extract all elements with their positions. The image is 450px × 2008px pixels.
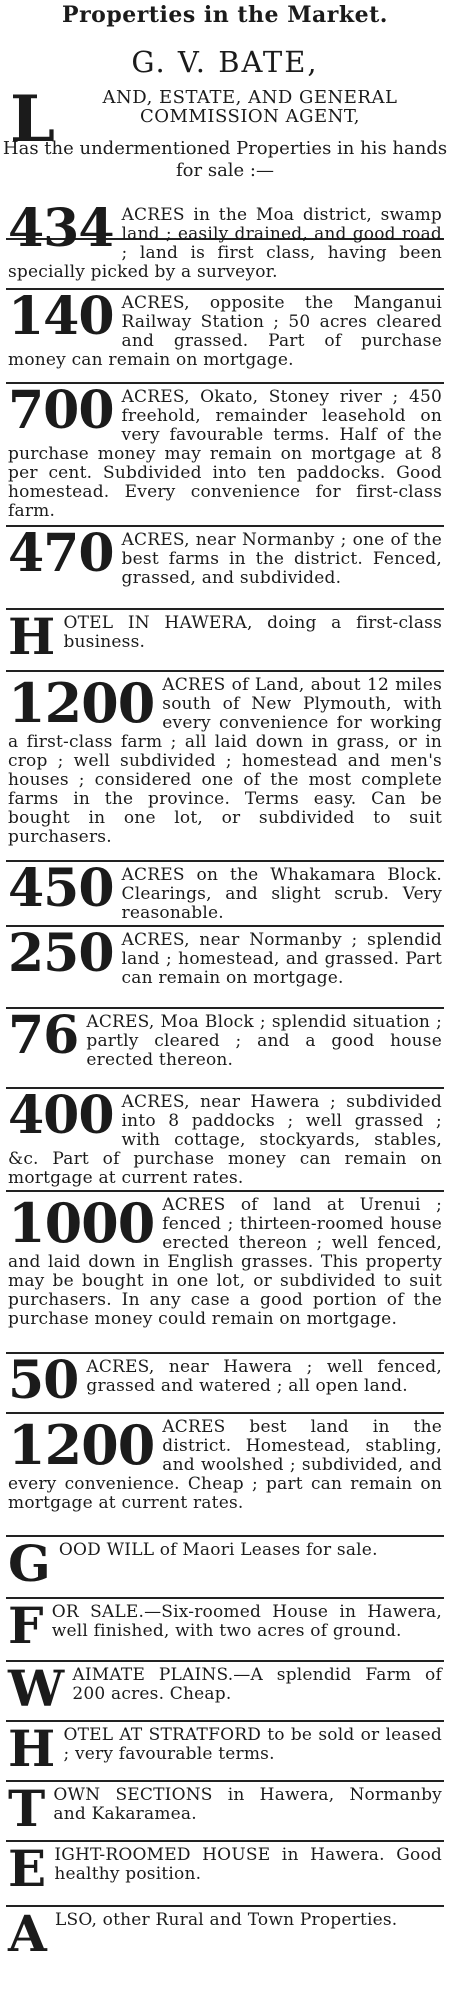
listing-5 xyxy=(8,607,442,666)
listing-text: ACRES, near Normanby ; splendid land ; homestead, and grassed. Part can remain on mortgage. xyxy=(121,930,442,988)
listing-20 xyxy=(8,1904,442,1963)
listing-text: ACRES of land at Urenui ; fenced ; thirteen-roomed house erected thereon ; well fenced, and laid down in English grasses. This property may be bought in one lot, or subdivided to suit purchasers. In any case a good portion of the purchase money could remain on mortgage. xyxy=(8,1195,442,1329)
agent-name: G. V. BATE, xyxy=(131,45,319,79)
listing-lead: 1200 xyxy=(8,671,155,735)
listing-lead: 140 xyxy=(8,286,114,347)
listing-2 xyxy=(8,286,442,370)
listing-text: OOD WILL of Maori Leases for sale. xyxy=(58,1540,378,1560)
agent-title-initial: L xyxy=(10,82,55,157)
listing-text: AIMATE PLAINS.—A splendid Farm of 200 acres. Cheap. xyxy=(72,1665,442,1704)
listing-7 xyxy=(8,858,442,923)
listing-12 xyxy=(8,1350,442,1411)
listing-17 xyxy=(8,1719,442,1778)
listing-text: OR SALE.—Six-roomed House in Hawera, well finished, with two acres of ground. xyxy=(51,1602,442,1641)
listing-text: OTEL AT STRATFORD to be sold or leased ; very favourable terms. xyxy=(63,1725,442,1764)
listing-15 xyxy=(8,1596,442,1655)
listing-lead: 1200 xyxy=(8,1413,155,1477)
listing-18 xyxy=(8,1779,442,1838)
listing-3 xyxy=(8,380,442,521)
listing-text: ACRES of Land, about 12 miles south of New Plymouth, with every convenience for working a first-class farm ; all laid down in grass, or in crop ; well subdivided ; homestead and men's houses ; considered one of the most complete farms in the province. Terms easy. Can be bought in one lot, or subdivided to suit purchasers. xyxy=(8,675,442,847)
listing-text: IGHT-ROOMED HOUSE in Hawera. Good healthy position. xyxy=(54,1845,442,1884)
listing-lead: 50 xyxy=(8,1350,79,1411)
listing-text: OTEL IN HAWERA, doing a first-class business. xyxy=(63,613,442,652)
separator-rule xyxy=(6,608,444,610)
listing-lead: 250 xyxy=(8,923,114,984)
intro-text: Has the undermentioned Properties in his hands for sale :— xyxy=(2,138,448,181)
listing-lead: 470 xyxy=(8,523,114,584)
separator-rule xyxy=(6,1720,444,1722)
listing-1 xyxy=(8,198,442,282)
listing-14 xyxy=(8,1534,442,1593)
listing-8 xyxy=(8,923,442,988)
listing-lead: 700 xyxy=(8,380,114,441)
listing-10 xyxy=(8,1085,442,1188)
listing-text: ACRES in the Moa district, swamp land ; easily drained, and good road ; land is first class, having been specially picked by a surveyor. xyxy=(8,205,442,282)
listing-initial: H xyxy=(8,607,56,666)
separator-rule xyxy=(6,1597,444,1599)
separator-rule xyxy=(6,1780,444,1782)
listing-text: ACRES, Okato, Stoney river ; 450 freehold, remainder leasehold on very favourable terms. Half of the purchase money may remain on mortgage at 8 per cent. Subdivided into ten paddocks. Good homestead. Every convenience for first-class farm. xyxy=(8,387,442,521)
listing-9 xyxy=(8,1005,442,1070)
listing-initial: A xyxy=(8,1904,47,1963)
separator-rule xyxy=(6,1660,444,1662)
listing-initial: G xyxy=(8,1534,51,1593)
listing-text: OWN SECTIONS in Hawera, Normanby and Kakaramea. xyxy=(53,1785,442,1824)
listing-lead: 1000 xyxy=(8,1191,155,1255)
listing-initial: H xyxy=(8,1719,56,1778)
separator-rule xyxy=(6,1535,444,1537)
listing-initial: T xyxy=(8,1779,46,1838)
listing-text: ACRES on the Whakamara Block. Clearings, and slight scrub. Very reasonable. xyxy=(121,865,442,923)
listing-lead: 76 xyxy=(8,1005,79,1066)
listing-initial: F xyxy=(8,1596,44,1655)
listing-lead: 450 xyxy=(8,858,114,919)
listing-4 xyxy=(8,523,442,588)
separator-rule xyxy=(6,1905,444,1907)
listing-11 xyxy=(8,1191,442,1329)
listing-text: ACRES, opposite the Manganui Railway Station ; 50 acres cleared and grassed. Part of purchase money can remain on mortgage. xyxy=(8,293,442,370)
listing-16 xyxy=(8,1659,442,1718)
listing-lead: 400 xyxy=(8,1085,114,1146)
separator-rule xyxy=(6,1840,444,1842)
listing-text: ACRES, near Hawera ; subdivided into 8 paddocks ; well grassed ; with cottage, stockyards, stables, &c. Part of purchase money can remain on mortgage at current rates. xyxy=(8,1092,442,1188)
listing-6 xyxy=(8,671,442,847)
column-heading: Properties in the Market. xyxy=(62,2,388,28)
listing-13 xyxy=(8,1413,442,1513)
listing-19 xyxy=(8,1839,442,1898)
listing-text: ACRES, Moa Block ; splendid situation ; partly cleared ; and a good house erected thereon. xyxy=(86,1012,442,1070)
listing-initial: E xyxy=(8,1839,47,1898)
listing-text: ACRES best land in the district. Homestead, stabling, and woolshed ; subdivided, and every convenience. Cheap ; part can remain on mortgage at current rates. xyxy=(8,1417,442,1513)
listing-text: ACRES, near Normanby ; one of the best farms in the district. Fenced, grassed, and subdivided. xyxy=(121,530,442,588)
listing-text: LSO, other Rural and Town Properties. xyxy=(55,1910,398,1930)
listing-text: ACRES, near Hawera ; well fenced, grassed and watered ; all open land. xyxy=(86,1357,442,1396)
listing-lead: 434 xyxy=(8,198,114,259)
listing-initial: W xyxy=(8,1659,65,1718)
agent-title: AND, ESTATE, AND GENERAL COMMISSION AGENT, xyxy=(102,87,398,127)
